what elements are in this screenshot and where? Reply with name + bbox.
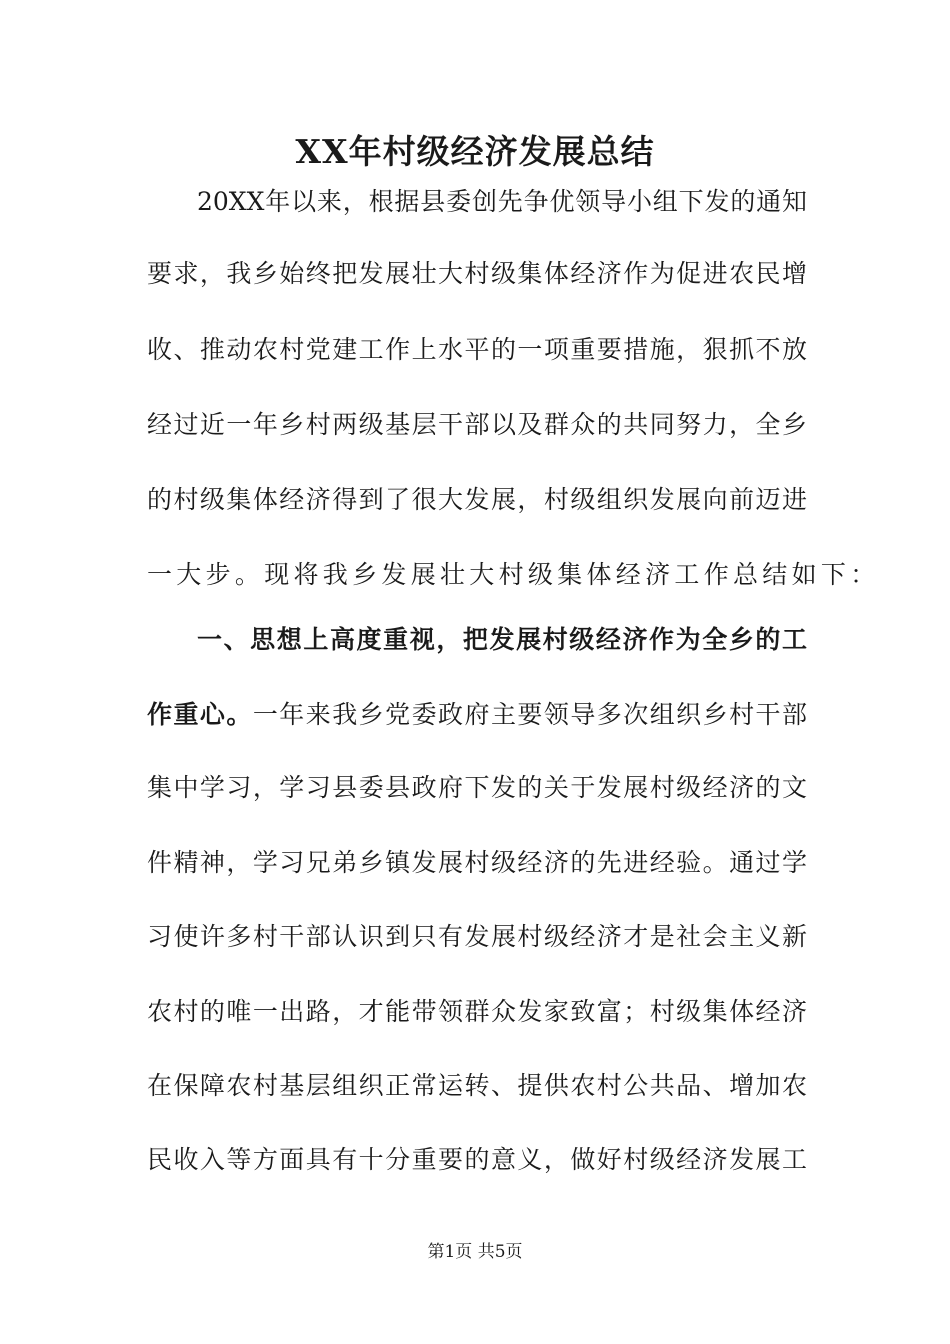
paragraph-line: 民收入等方面具有十分重要的意义，做好村级经济发展工 (147, 1145, 807, 1174)
paragraph-line: 经过近一年乡村两级基层干部以及群众的共同努力，全乡 (147, 410, 807, 439)
paragraph-line: 的村级集体经济得到了很大发展，村级组织发展向前迈进 (147, 485, 807, 514)
paragraph-line: 件精神，学习兄弟乡镇发展村级经济的先进经验。通过学 (147, 848, 807, 877)
paragraph-line: 20XX年以来，根据县委创先争优领导小组下发的通知 (197, 187, 807, 216)
paragraph-line: 在保障农村基层组织正常运转、提供农村公共品、增加农 (147, 1071, 807, 1100)
section-heading-continuation (147, 695, 807, 735)
section-heading-tail: 作重心。 (147, 700, 253, 729)
paragraph-line: 收、推动农村党建工作上水平的一项重要措施，狠抓不放 (147, 335, 807, 364)
page-number: 第1页 共5页 (427, 1242, 523, 1262)
paragraph-line: 习使许多村干部认识到只有发展村级经济才是社会主义新 (147, 922, 807, 951)
paragraph-line: 一大步。现将我乡发展壮大村级集体经济工作总结如下： (147, 560, 880, 589)
paragraph-line: 农村的唯一出路，才能带领群众发家致富；村级集体经济 (147, 997, 807, 1026)
document-title: XX年村级经济发展总结 (295, 132, 655, 171)
paragraph-line: 集中学习，学习县委县政府下发的关于发展村级经济的文 (147, 773, 807, 802)
paragraph-line: 要求，我乡始终把发展壮大村级集体经济作为促进农民增 (147, 259, 807, 288)
section-body-start: 一年来我乡党委政府主要领导多次组织乡村干部 (252, 700, 807, 729)
section-heading: 一、思想上高度重视，把发展村级经济作为全乡的工 (197, 625, 807, 654)
